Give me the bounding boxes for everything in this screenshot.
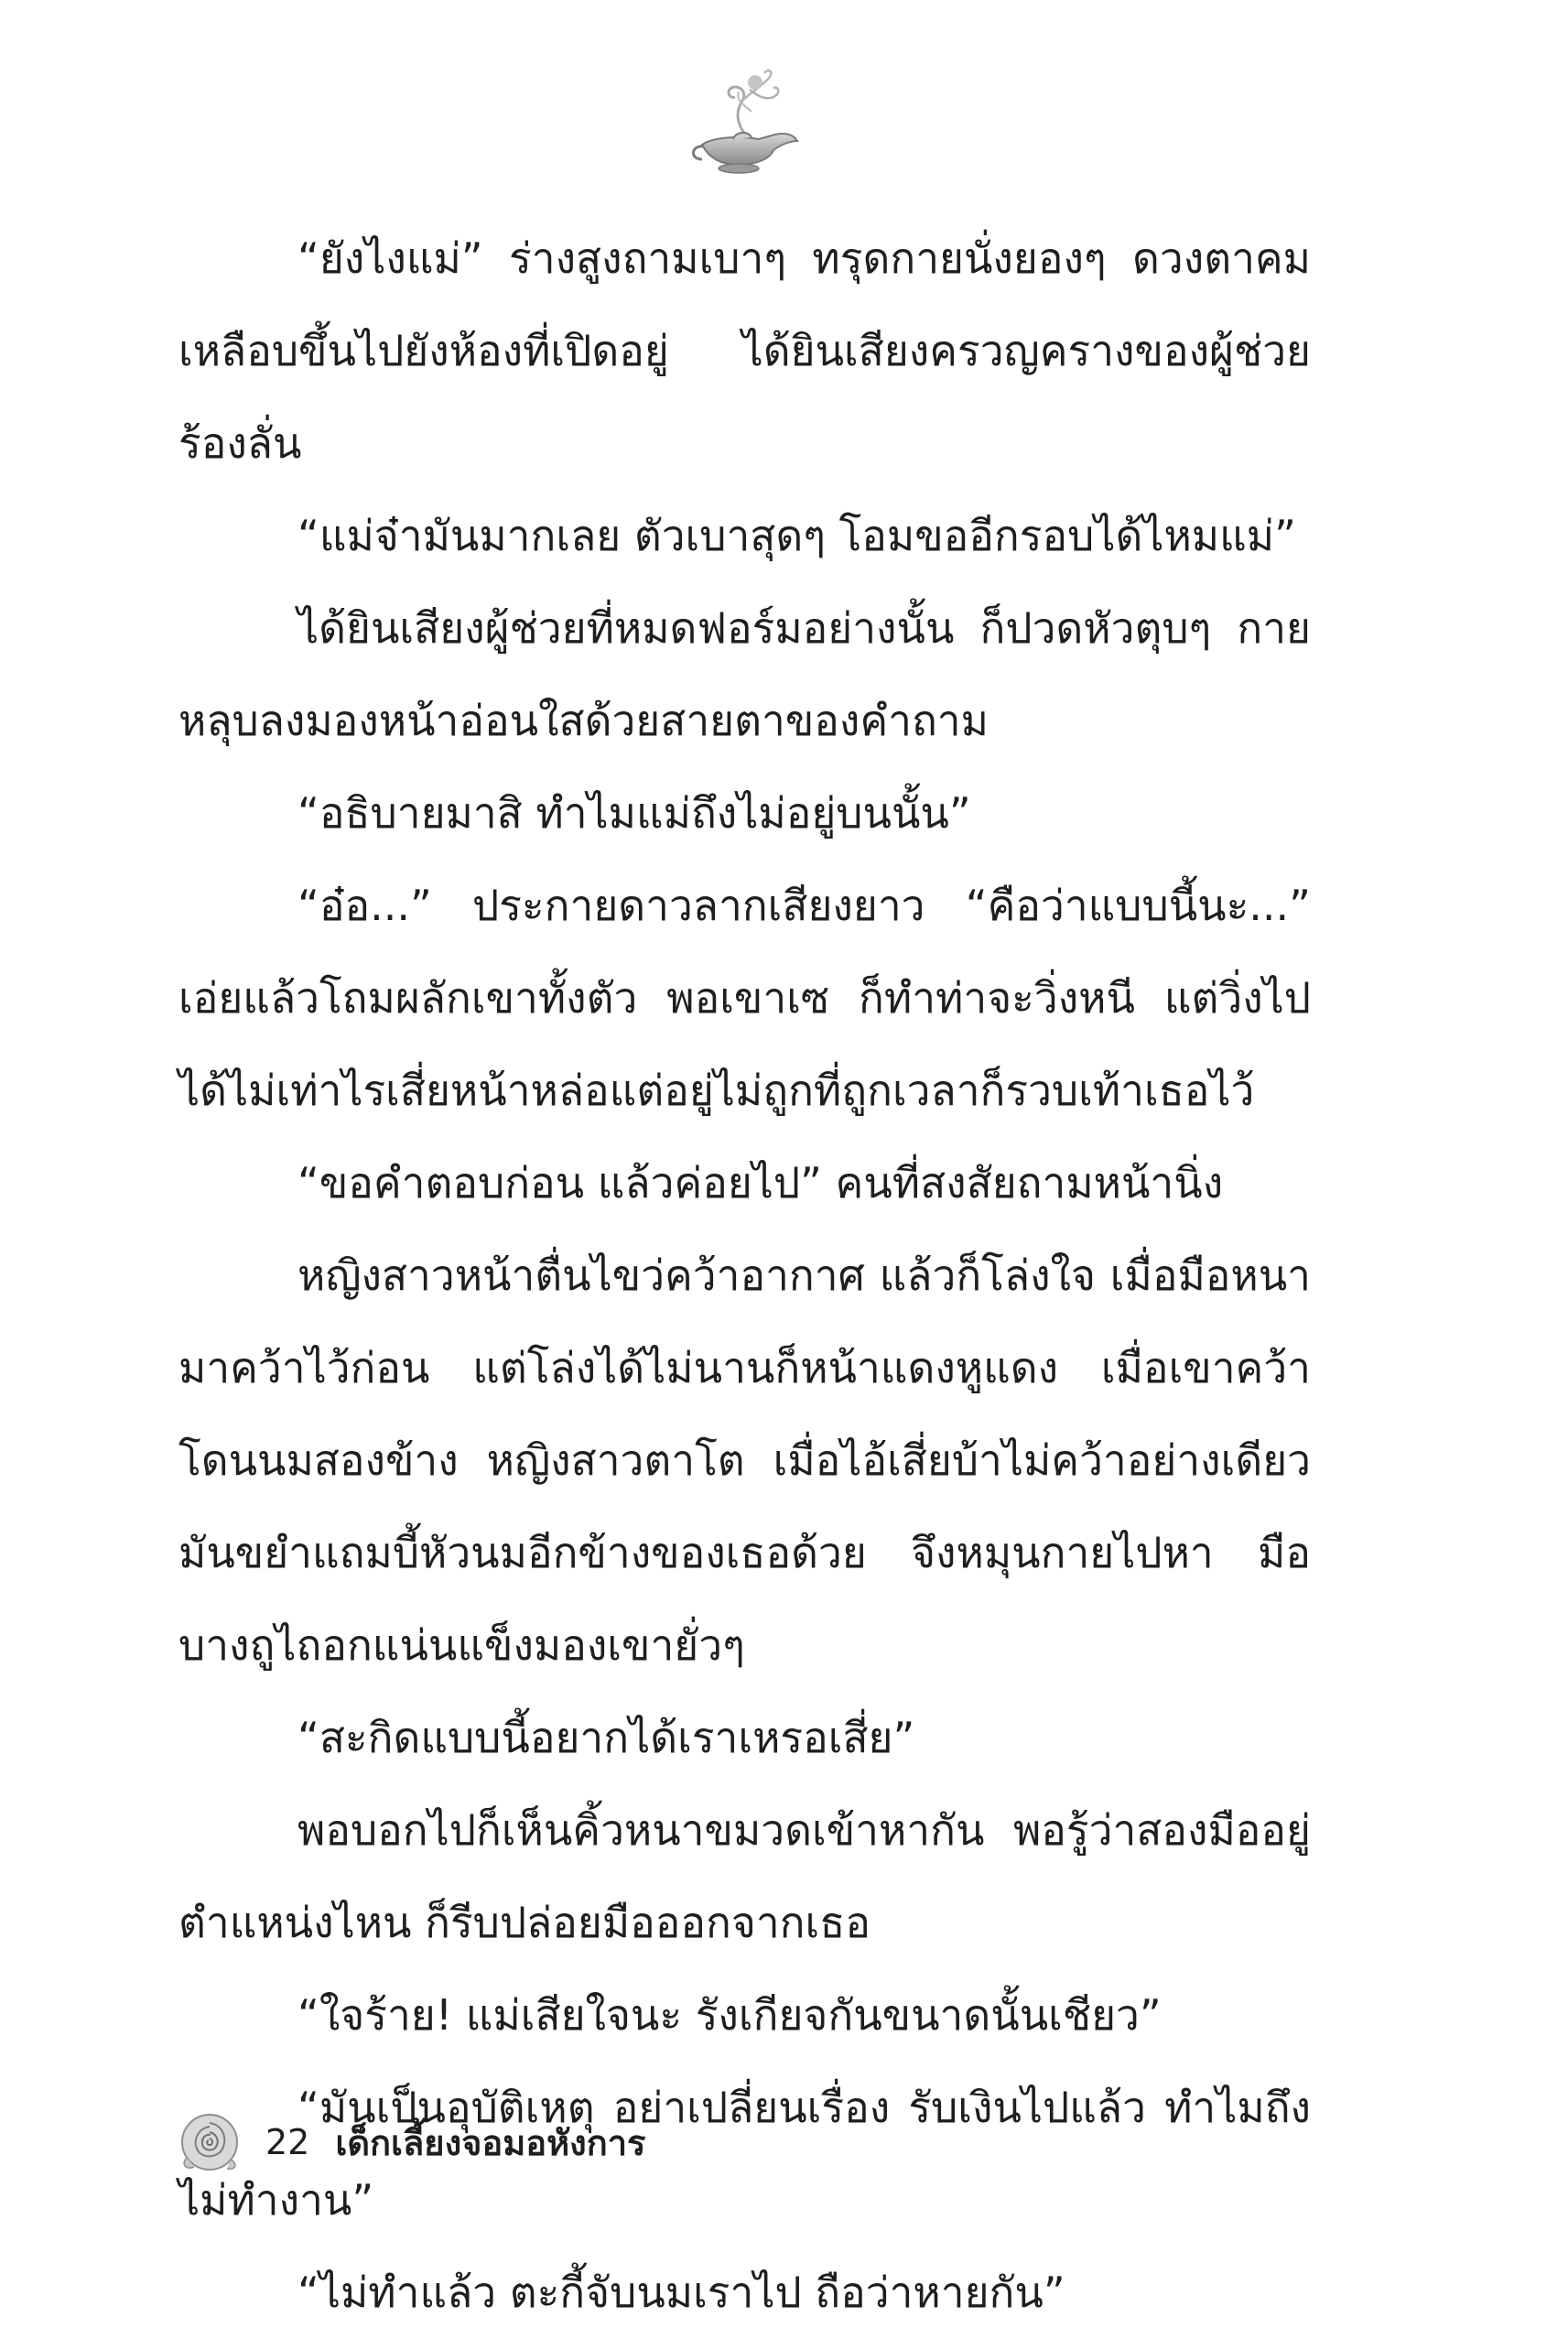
rose-icon <box>174 2106 245 2178</box>
paragraph: “มันเป็นอุบัติเหตุ อย่าเปลี่ยนเรื่อง รับเงินไปแล้ว ทำไมถึงไม่ทำงาน” <box>178 2083 1311 2225</box>
paragraph: “ขอคำตอบก่อน แล้วค่อยไป” คนที่สงสัยถามหน้านิ่ง <box>297 1158 1224 1207</box>
book-title: เด็กเลี้ยงจอมอหังการ <box>335 2122 646 2163</box>
paragraph: “ยังไงแม่” ร่างสูงถามเบาๆ ทรุดกายนั่งยองๆ ดวงตาคมเหลือบขึ้นไปยังห้องที่เปิดอยู่ ได้ยินเสียงครวญครางของผู้ช่วยร้องลั่น <box>178 233 1311 468</box>
page-footer <box>174 2106 645 2179</box>
paragraph: “อธิบายมาสิ ทำไมแม่ถึงไม่อยู่บนนั้น” <box>297 788 971 838</box>
paragraph: ได้ยินเสียงผู้ช่วยที่หมดฟอร์มอย่างนั้น ก็ปวดหัวตุบๆ กายหลุบลงมองหน้าอ่อนใสด้วยสายตาของคำถาม <box>178 603 1311 745</box>
paragraph: พอบอกไปก็เห็นคิ้วหนาขมวดเข้าหากัน พอรู้ว่าสองมืออยู่ตำแหน่งไหน ก็รีบปล่อยมือออกจากเธอ <box>178 1805 1311 1947</box>
paragraph: “อ๋อ...” ประกายดาวลากเสียงยาว “คือว่าแบบนี้นะ...” เอ่ยแล้วโถมผลักเขาทั้งตัว พอเขาเซ ก็ทำท่าจะวิ่งหนี แต่วิ่งไปได้ไม่เท่าไรเสี่ยหน้าหล่อแต่อยู่ไม่ถูกที่ถูกเวลาก็รวบเท้าเธอไว้ <box>178 881 1311 1115</box>
page-body <box>178 212 1311 2339</box>
paragraph: “แม่จ๋ามันมากเลย ตัวเบาสุดๆ โอมขออีกรอบได้ไหมแม่” <box>297 511 1296 560</box>
page-number: 22 <box>265 2122 310 2162</box>
paragraph: หญิงสาวหน้าตื่นไขว่คว้าอากาศ แล้วก็โล่งใจ เมื่อมือหนามาคว้าไว้ก่อน แต่โล่งได้ไม่นานก็หน้าแดงหูแดง เมื่อเขาคว้าโดนนมสองข้าง หญิงสาวตาโต เมื่อไอ้เสี่ยบ้าไม่คว้าอย่างเดียว มันขยำแถมบี้หัวนมอีกข้างของเธอด้วย จึงหมุนกายไปหา มือบางถูไถอกแน่นแข็งมองเขายั่วๆ <box>178 1251 1311 1670</box>
paragraph: “สะกิดแบบนี้อยากได้เราเหรอเสี่ย” <box>297 1713 915 1762</box>
paragraph: “ไม่ทำแล้ว ตะกี้จับนมเราไป ถือว่าหายกัน” <box>297 2268 1065 2317</box>
paragraph: “ใจร้าย! แม่เสียใจนะ รังเกียจกันขนาดนั้นเชียว” <box>297 1990 1162 2040</box>
genie-lamp-icon <box>682 64 810 179</box>
